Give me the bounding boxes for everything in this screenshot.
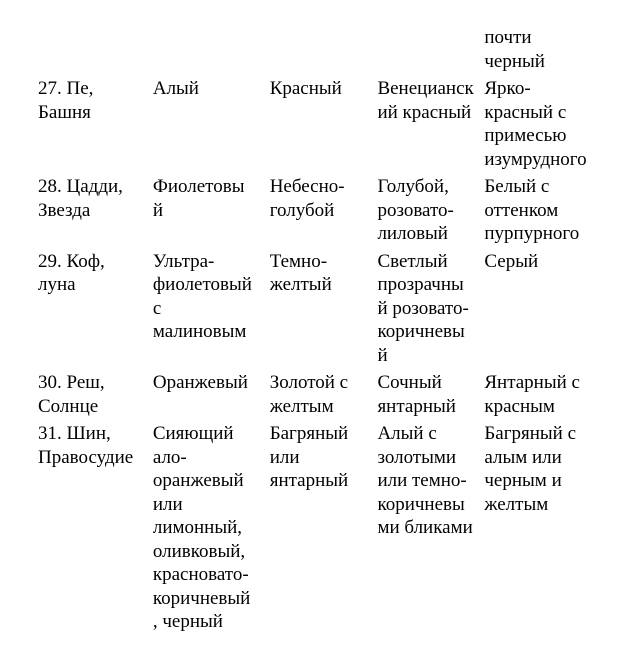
- table-row-30: [38, 371, 628, 422]
- table-cell: Небесно- голубой: [269, 176, 345, 221]
- table-row-31: [38, 422, 628, 638]
- table-row-29: [38, 250, 628, 372]
- table-cell-card-name: 29. Коф, луна: [38, 250, 105, 295]
- table-cell: [377, 26, 484, 77]
- table-cell-card-name: 28. Цадди, Звезда: [38, 176, 123, 221]
- table-cell: Янтарный с красным: [484, 372, 580, 417]
- table-cell: Ярко- красный с примесью изумрудного: [484, 78, 587, 170]
- table-cell: Алый с золотыми или темно- коричневы ми бликами: [377, 423, 473, 538]
- table-cell: Темно- желтый: [269, 250, 332, 295]
- table-cell: Красный: [269, 78, 342, 99]
- table-cell: Голубой, розовато- лиловый: [377, 176, 454, 244]
- table-cell: почти черный: [484, 27, 545, 72]
- table-cell: Светлый прозрачны й розовато- коричневы й: [377, 250, 469, 366]
- table-row-28: [38, 175, 628, 250]
- table-row-continuation: [38, 26, 628, 77]
- table-cell: Золотой с желтым: [269, 372, 349, 417]
- table-cell: Белый с оттенком пурпурного: [484, 176, 580, 244]
- table-cell: Венецианск ий красный: [377, 78, 474, 123]
- table-cell: Оранжевый: [152, 372, 248, 393]
- table-cell: Сочный янтарный: [377, 372, 456, 417]
- table-cell-card-name: 30. Реш, Солнце: [38, 372, 105, 417]
- table-cell-card-name: 27. Пе, Башня: [38, 78, 94, 123]
- table-cell: Багряный с алым или черным и желтым: [484, 423, 577, 515]
- table-cell: [153, 26, 270, 77]
- table-cell: Сияющий ало- оранжевый или лимонный, оливковый, красновато- коричневый , черный: [152, 423, 251, 632]
- table-row-27: [38, 77, 628, 175]
- correspondence-table: [38, 26, 628, 638]
- table-cell: [38, 26, 153, 77]
- table-cell: Фиолетовы й: [152, 176, 245, 221]
- table-cell: Багряный или янтарный: [269, 423, 349, 491]
- table-cell: Алый: [152, 78, 199, 99]
- table-cell: [270, 26, 378, 77]
- table-cell: Ультра- фиолетовый с малиновым: [152, 250, 252, 342]
- table-cell: Серый: [484, 250, 539, 272]
- table-cell-card-name: 31. Шин, Правосудие: [38, 423, 134, 468]
- document-page: [0, 26, 628, 669]
